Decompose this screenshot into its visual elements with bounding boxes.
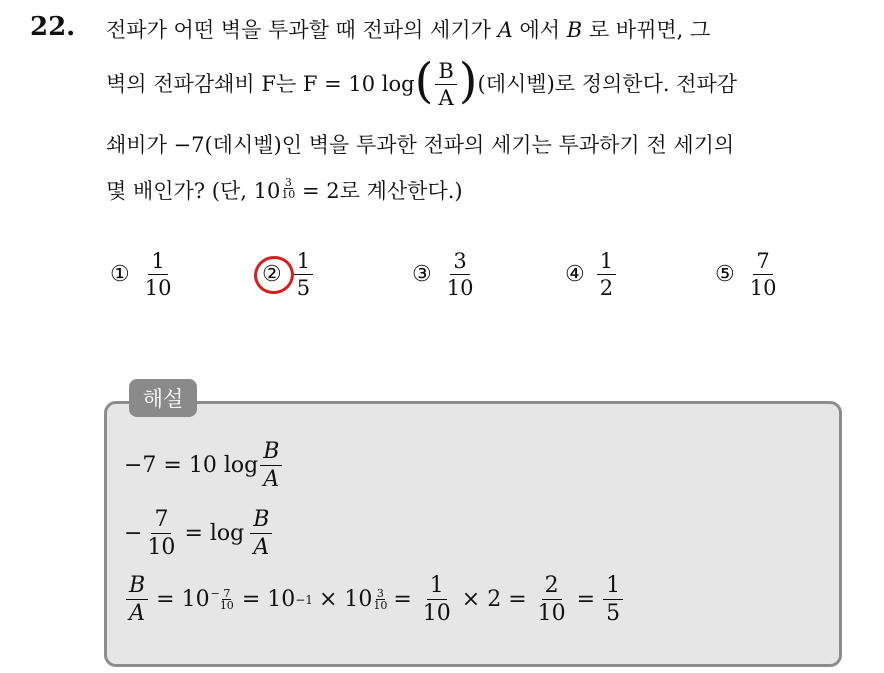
exponent-fraction — [373, 588, 387, 611]
answer-circle-mark — [250, 252, 297, 297]
question-line-1 — [106, 20, 710, 41]
text: = 10 — [241, 587, 296, 613]
denominator: 10 — [373, 599, 388, 613]
text: = log — [184, 521, 245, 547]
fraction — [603, 574, 623, 625]
text: = 10 — [156, 587, 210, 613]
question-number: 22. — [30, 12, 76, 42]
fraction — [535, 574, 569, 625]
question-line-3: 쇄비가 −7(데시벨)인 벽을 투과한 전파의 세기는 투과하기 전 세기의 — [106, 133, 735, 157]
denominator: 10 — [281, 188, 296, 201]
denominator: A — [253, 535, 270, 561]
numerator: 3 — [376, 587, 384, 601]
minus-sign: − — [124, 521, 143, 547]
text: 벽의 전파감쇄비 F는 F = 10 log — [106, 72, 415, 97]
text: = 2로 계산한다.) — [295, 179, 463, 203]
numerator: 1 — [597, 250, 616, 275]
denominator: 10 — [144, 276, 172, 301]
fraction — [260, 440, 282, 491]
fraction — [126, 574, 148, 625]
denominator: 10 — [147, 535, 176, 561]
denominator: 10 — [749, 276, 777, 301]
text: = — [576, 587, 596, 613]
choice-5[interactable] — [715, 250, 781, 299]
numerator: 1 — [427, 574, 447, 600]
question-line-4 — [106, 177, 463, 202]
variable-a: A — [497, 18, 513, 42]
choice-marker: ③ — [412, 262, 432, 288]
choice-marker: ④ — [565, 262, 585, 288]
numerator: 1 — [603, 574, 623, 600]
denominator: 5 — [606, 601, 621, 627]
denominator: A — [263, 467, 280, 493]
question-line-2 — [106, 52, 738, 111]
fraction-b-over-a — [435, 60, 456, 109]
denominator: 10 — [422, 601, 451, 627]
solution-label: 해설 — [129, 379, 197, 417]
text: 로 바뀌면, 그 — [582, 18, 711, 42]
numerator: B — [250, 508, 272, 534]
text: = — [393, 587, 412, 613]
choice-1[interactable] — [110, 250, 176, 299]
denominator: 10 — [537, 601, 566, 627]
fraction — [144, 508, 178, 559]
exponent-sign: − — [210, 587, 220, 601]
choice-4[interactable] — [565, 250, 618, 299]
fraction — [250, 508, 272, 559]
exponent-fraction — [281, 177, 295, 200]
numerator: 3 — [450, 250, 469, 275]
text: 몇 배인가? (단, 10 — [106, 179, 281, 203]
text: 전파가 어떤 벽을 투과할 때 전파의 세기가 — [106, 18, 498, 42]
numerator: B — [126, 574, 148, 600]
solution-line-1 — [124, 440, 284, 491]
choice-fraction — [294, 250, 313, 299]
choice-fraction — [597, 250, 616, 299]
numerator: 2 — [542, 574, 562, 600]
choice-marker: ⑤ — [715, 262, 735, 288]
denominator: 5 — [296, 276, 311, 301]
solution-line-3 — [124, 574, 625, 625]
denominator: 10 — [446, 276, 474, 301]
numerator: 1 — [294, 250, 313, 275]
numerator: 7 — [223, 587, 231, 601]
choice-fraction — [444, 250, 477, 299]
solution-line-2 — [124, 508, 274, 559]
numerator: B — [435, 60, 456, 85]
numerator: 3 — [284, 176, 292, 189]
exponent — [211, 588, 234, 611]
choice-marker: ① — [110, 262, 130, 288]
numerator: B — [260, 440, 282, 466]
numerator: 1 — [148, 250, 167, 275]
right-paren: ) — [458, 52, 478, 109]
text: × 10 — [318, 587, 373, 613]
text: −7 = 10 log — [124, 453, 259, 479]
choice-marker — [262, 262, 282, 287]
marker-text: ② — [262, 262, 282, 288]
fraction — [420, 574, 454, 625]
numerator: 7 — [151, 508, 171, 534]
choice-fraction — [142, 250, 175, 299]
text: (데시벨)로 정의한다. 전파감 — [477, 72, 738, 97]
text: 에서 — [512, 18, 567, 42]
exponent-fraction — [220, 588, 234, 611]
denominator: A — [438, 86, 454, 111]
choice-3[interactable] — [412, 250, 478, 299]
numerator: 7 — [753, 250, 772, 275]
denominator: 10 — [219, 599, 234, 613]
exponent: −1 — [295, 592, 313, 607]
variable-b: B — [566, 18, 583, 42]
choice-fraction — [747, 250, 780, 299]
left-paren: ( — [414, 52, 434, 109]
denominator: A — [129, 601, 146, 627]
text: × 2 = — [461, 587, 527, 613]
choice-2[interactable] — [262, 250, 315, 299]
denominator: 2 — [599, 276, 614, 301]
